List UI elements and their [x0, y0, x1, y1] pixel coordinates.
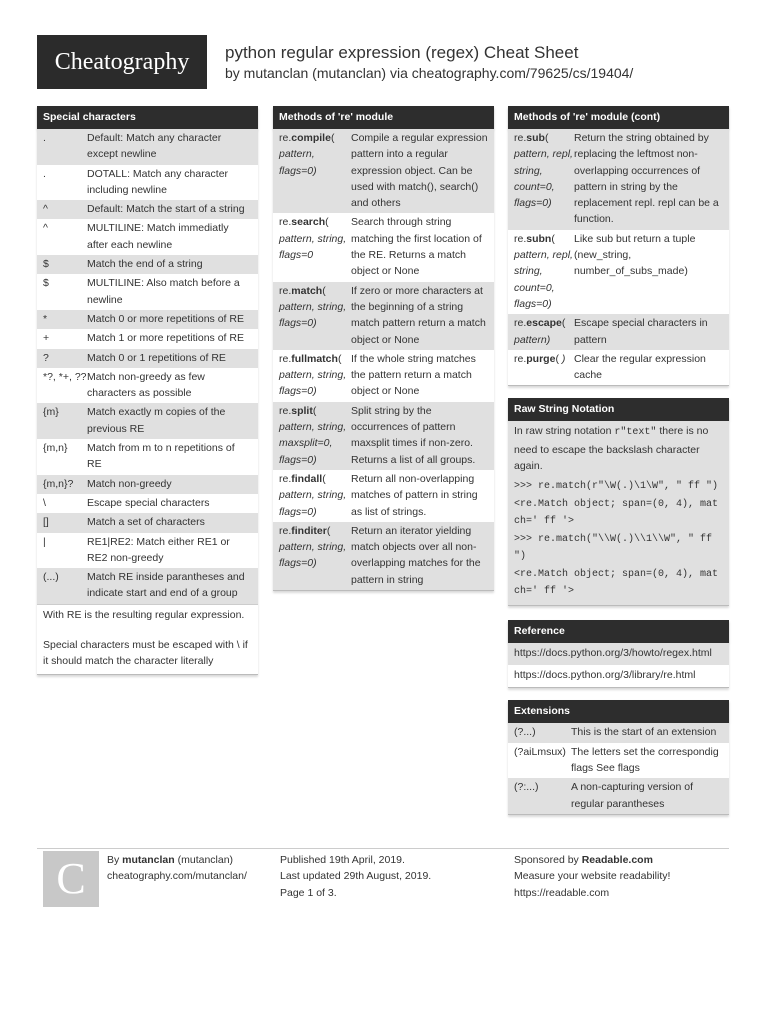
method-name: finditer — [291, 524, 327, 537]
method-prefix: re. — [279, 216, 292, 229]
method-args: pattern, repl, string, count=0, flags=0) — [514, 148, 573, 210]
table-row — [37, 368, 258, 404]
method-signature — [273, 350, 351, 402]
method-row — [273, 350, 494, 402]
method-paren: ( — [561, 317, 566, 330]
row-value: Match non-greedy — [87, 477, 172, 490]
table-row — [37, 349, 258, 368]
method-prefix: re. — [279, 132, 292, 144]
method-paren: ( — [322, 284, 326, 297]
row-key: . — [43, 167, 46, 180]
cheatography-logo[interactable]: Cheatography — [37, 35, 207, 89]
row-value: Match 0 or more repetitions of RE — [87, 312, 244, 325]
raw-string-intro — [508, 421, 729, 478]
footer-sponsor-url[interactable]: https://readable.com — [514, 886, 610, 899]
row-key: ? — [43, 351, 49, 364]
method-description: If zero or more characters at the beginning of a string match pattern return a match object or None — [351, 284, 486, 346]
method-args: pattern, string, flags=0) — [279, 369, 347, 398]
method-name: findall — [291, 472, 323, 485]
row-key: {m} — [43, 406, 59, 419]
method-signature — [508, 350, 574, 386]
table-row — [37, 329, 258, 348]
footer-dates — [280, 852, 431, 901]
row-value: Match RE inside parantheses and indicate start and end of a group — [87, 571, 245, 600]
method-prefix: re. — [279, 404, 292, 417]
row-key: $ — [43, 258, 49, 271]
footer-sponsor-prefix: Sponsored by — [514, 854, 582, 866]
reference-link[interactable]: https://docs.python.org/3/library/re.html — [508, 665, 729, 687]
method-name: match — [291, 284, 323, 297]
raw-intro-code: r"text" — [614, 427, 657, 439]
footer-author-name[interactable]: mutanclan — [122, 854, 175, 866]
method-paren: ( — [551, 232, 555, 245]
method-description: Compile a regular expression pattern into a regular expression object. Can be used with match(), search() and others — [351, 132, 488, 210]
raw-intro-text: In raw string notation — [514, 425, 615, 438]
code-line: <re.Match object; span=(0, 4), match=' ff '> — [514, 568, 719, 598]
method-row — [508, 230, 729, 314]
method-prefix: re. — [514, 317, 527, 330]
method-signature — [273, 213, 351, 281]
table-row — [37, 165, 258, 201]
method-name: split — [291, 404, 313, 417]
method-paren: ( — [337, 352, 342, 365]
table-row — [37, 533, 258, 569]
method-signature — [508, 230, 574, 314]
method-paren: ( — [544, 132, 549, 144]
row-key: [] — [43, 516, 49, 529]
methods-cont-box — [508, 106, 729, 815]
method-args: pattern, string, flags=0) — [279, 541, 347, 570]
footer-author — [107, 852, 247, 885]
row-value: Match exactly m copies of the previous RE — [87, 406, 226, 435]
table-row — [37, 513, 258, 532]
row-key: $ — [43, 277, 49, 290]
row-value: RE1|RE2: Match either RE1 or RE2 non-greedy — [87, 535, 230, 564]
method-args: pattern, string, flags=0) — [279, 489, 347, 518]
row-value: Match non-greedy as few characters as possible — [87, 370, 205, 400]
table-row — [508, 778, 729, 814]
special-characters-note-1: With RE is the resulting regular expression. — [37, 604, 258, 627]
method-paren: ( — [322, 472, 326, 485]
row-key: ^ — [43, 203, 48, 216]
method-name: subn — [526, 232, 552, 245]
method-description: Clear the regular expression cache — [574, 352, 706, 382]
footer-published: Published 19th April, 2019. — [280, 854, 405, 866]
row-key: | — [43, 535, 46, 548]
footer-author-handle: (mutanclan) — [174, 854, 234, 866]
method-row — [273, 522, 494, 590]
method-row — [508, 350, 729, 386]
methods-heading: Methods of 're' module — [273, 106, 494, 129]
table-row — [37, 403, 258, 439]
method-prefix: re. — [279, 352, 292, 365]
row-key: {m,n} — [43, 442, 68, 455]
raw-string-heading: Raw String Notation — [508, 398, 729, 421]
method-description: If the whole string matches the pattern return a match object or None — [351, 352, 476, 398]
method-name: compile — [291, 132, 331, 144]
method-name: escape — [526, 317, 562, 330]
footer-sponsor-name[interactable]: Readable.com — [581, 854, 653, 866]
table-row — [37, 439, 258, 475]
method-row — [273, 282, 494, 350]
page-title: python regular expression (regex) Cheat Sheet — [225, 43, 579, 62]
footer-divider — [37, 848, 729, 849]
method-args: pattern, string, flags=0) — [279, 300, 347, 330]
row-value: Match the end of a string — [87, 258, 203, 271]
method-name: purge — [526, 352, 556, 365]
method-signature — [273, 522, 351, 590]
method-args: pattern, string, maxsplit=0, flags=0) — [279, 421, 347, 466]
method-signature — [273, 402, 351, 470]
row-key: (?:...) — [514, 781, 539, 794]
footer-by: By — [107, 854, 123, 866]
row-value: Match a set of characters — [87, 516, 205, 529]
method-description: Return all non-overlapping matches of pattern in string as list of strings. — [351, 472, 478, 518]
method-description: Split string by the occurrences of pattern maxsplit times if non-zero. Returns a list of all groups. — [351, 404, 476, 466]
methods-box — [273, 106, 494, 591]
method-args: pattern, flags=0) — [279, 148, 317, 177]
raw-intro-text-end: there is no need to escape the backslash character again. — [514, 425, 709, 473]
row-value: MULTILINE: Also match before a newline — [87, 277, 240, 306]
row-value: The letters set the correspondig flags See flags — [571, 745, 719, 775]
footer-page: Page 1 of 3. — [280, 886, 337, 899]
method-name: sub — [526, 132, 545, 144]
row-value: DOTALL: Match any character including newline — [87, 167, 229, 196]
method-prefix: re. — [514, 232, 527, 245]
method-description: Return the string obtained by replacing the leftmost non-overlapping occurrences of pattern in string by the replacement repl. repl can be a function. — [574, 132, 719, 226]
table-row — [37, 255, 258, 274]
method-row — [273, 129, 494, 213]
method-signature — [508, 314, 574, 350]
method-row — [273, 470, 494, 522]
method-signature — [273, 129, 351, 213]
table-row — [508, 743, 729, 779]
table-row — [37, 494, 258, 513]
method-name: search — [291, 216, 326, 229]
method-prefix: re. — [514, 352, 527, 365]
table-row — [37, 274, 258, 310]
method-paren: ( — [326, 524, 331, 537]
row-value: Escape special characters — [87, 496, 210, 509]
extensions-heading: Extensions — [508, 700, 729, 723]
method-row — [508, 314, 729, 350]
method-paren: ( — [312, 404, 317, 417]
row-key: (?...) — [514, 726, 536, 739]
method-prefix: re. — [279, 524, 292, 537]
code-line: >>> re.match(r"\W(.)\1\W", " ff ") — [514, 481, 719, 493]
reference-heading: Reference — [508, 620, 729, 643]
table-row — [37, 475, 258, 494]
raw-string-box — [508, 421, 729, 605]
row-value: Default: Match the start of a string — [87, 203, 245, 216]
method-description: Search through string matching the first location of the RE. Returns a match object or None — [351, 216, 482, 278]
method-args: pattern, string, flags=0 — [279, 232, 347, 262]
method-prefix: re. — [279, 472, 292, 485]
method-args: ) — [561, 352, 566, 365]
footer-sponsor-tagline: Measure your website readability! — [514, 870, 671, 883]
author-avatar[interactable]: C — [43, 851, 99, 907]
row-key: (...) — [43, 571, 59, 584]
code-line: <re.Match object; span=(0, 4), match=' ff '> — [514, 498, 719, 528]
method-row — [508, 129, 729, 230]
row-value: Match 0 or 1 repetitions of RE — [87, 351, 226, 364]
method-name: fullmatch — [291, 352, 338, 365]
raw-code-block — [508, 478, 729, 605]
row-value: Default: Match any character except newline — [87, 132, 222, 161]
table-row — [508, 723, 729, 742]
method-description: Escape special characters in pattern — [574, 317, 708, 346]
method-description: Like sub but return a tuple (new_string, number_of_subs_made) — [574, 232, 696, 278]
special-characters-heading: Special characters — [37, 106, 258, 129]
footer-author-url[interactable]: cheatography.com/mutanclan/ — [107, 870, 247, 883]
method-description: Return an iterator yielding match objects over all non-overlapping matches for the pattern in string — [351, 524, 481, 586]
special-characters-note-2: Special characters must be escaped with \ if it should match the character literally — [37, 627, 258, 674]
method-row — [273, 213, 494, 281]
special-characters-box — [37, 106, 258, 675]
method-signature — [273, 282, 351, 350]
row-value: This is the start of an extension — [571, 726, 717, 739]
method-paren: ( — [325, 216, 329, 229]
row-key: *?, *+, ?? — [43, 370, 87, 383]
table-row — [37, 219, 258, 255]
row-value: MULTILINE: Match immediatly after each newline — [87, 222, 229, 251]
row-key: \ — [43, 496, 46, 509]
table-row — [37, 310, 258, 329]
method-paren: ( — [555, 352, 562, 365]
table-row — [37, 129, 258, 165]
row-key: (?aiLmsux) — [514, 745, 566, 758]
footer-sponsor — [514, 852, 670, 901]
row-value: A non-capturing version of regular parantheses — [571, 781, 693, 810]
table-row — [37, 200, 258, 219]
method-paren: ( — [330, 132, 335, 144]
row-key: {m,n}? — [43, 477, 74, 490]
method-row — [273, 402, 494, 470]
row-key: + — [43, 332, 50, 345]
method-prefix: re. — [514, 132, 527, 144]
footer-updated: Last updated 29th August, 2019. — [280, 870, 432, 883]
row-key: * — [43, 312, 48, 325]
method-prefix: re. — [279, 284, 292, 297]
row-value: Match from m to n repetitions of RE — [87, 442, 235, 471]
row-value: Match 1 or more repetitions of RE — [87, 332, 244, 345]
reference-link[interactable]: https://docs.python.org/3/howto/regex.html — [508, 643, 729, 665]
row-key: . — [43, 132, 46, 144]
reference-box — [508, 643, 729, 689]
method-args: pattern) — [514, 333, 551, 346]
methods-cont-heading: Methods of 're' module (cont) — [508, 106, 729, 129]
method-signature — [508, 129, 574, 230]
page-subtitle[interactable]: by mutanclan (mutanclan) via cheatography.com/79625/cs/19404/ — [225, 65, 634, 81]
method-args: pattern, repl, string, count=0, flags=0) — [514, 249, 573, 310]
table-row — [37, 568, 258, 604]
method-signature — [273, 470, 351, 522]
row-key: ^ — [43, 222, 48, 235]
code-line: >>> re.match("\\W(.)\\1\\W", " ff ") — [514, 533, 713, 563]
